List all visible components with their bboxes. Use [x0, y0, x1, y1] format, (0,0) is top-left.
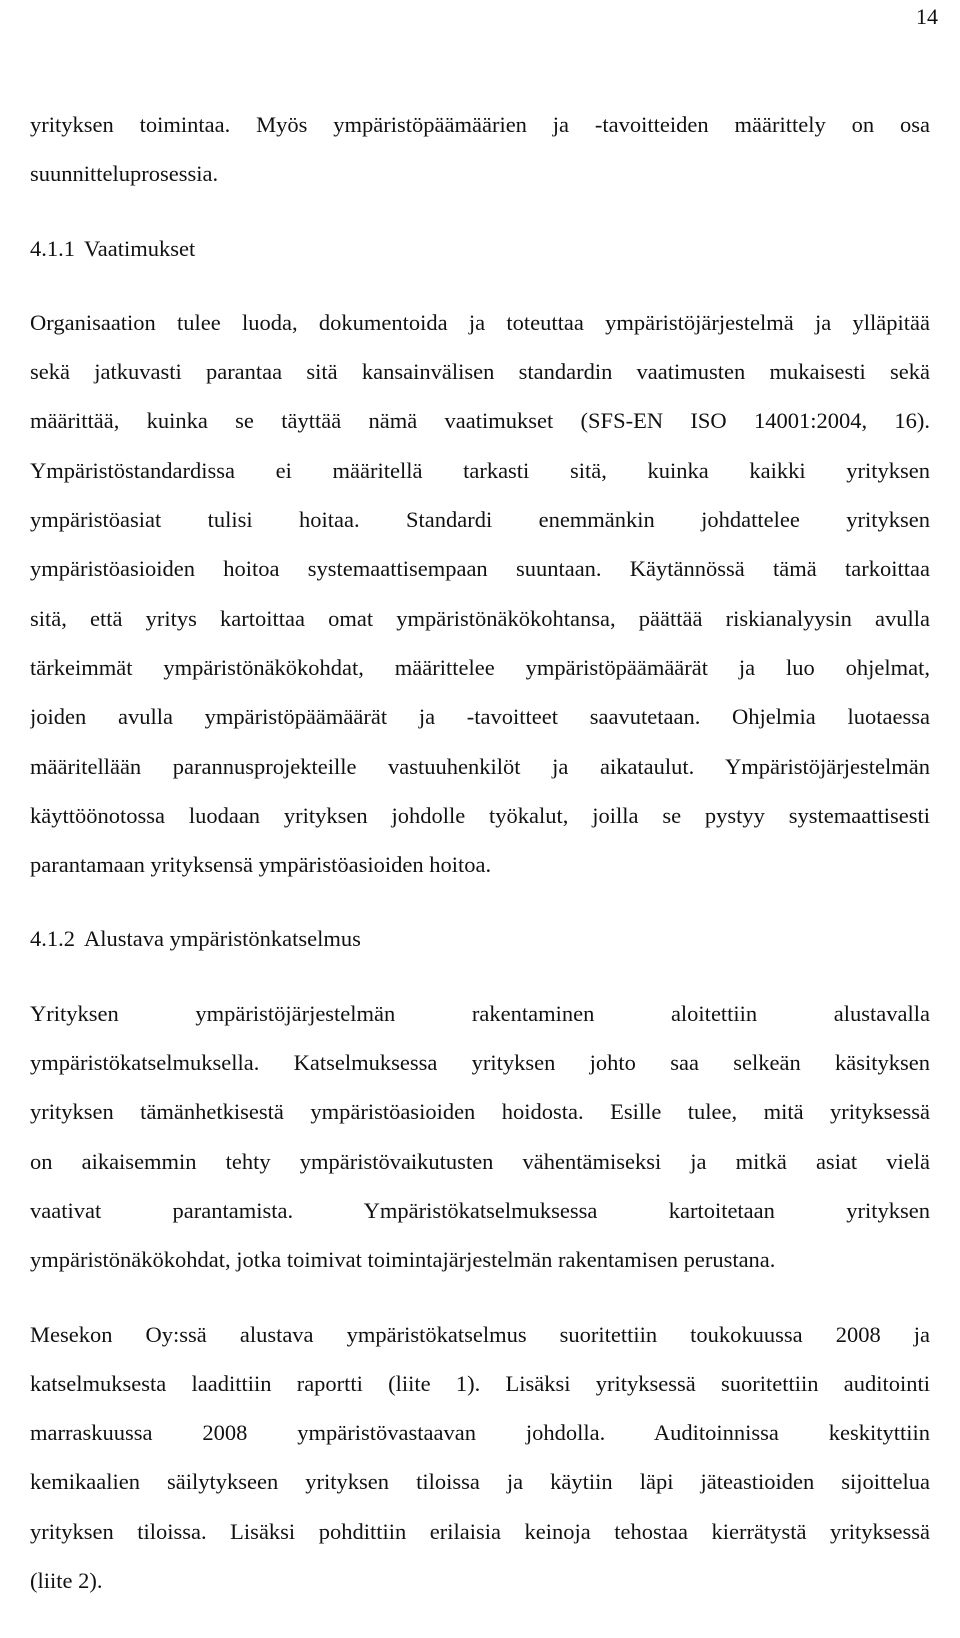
text-line: ympäristökatselmuksella. Katselmuksessa yrityksen johto saa selkeän käsityksen: [30, 1050, 930, 1076]
section-paragraph: [30, 1310, 930, 1606]
text-line: parantamaan yrityksensä ympäristöasioiden hoitoa.: [30, 852, 492, 878]
document-body: [30, 100, 930, 1605]
section-paragraph: [30, 298, 930, 890]
text-line: vaativat parantamista. Ympäristökatselmuksessa kartoitetaan yrityksen: [30, 1197, 930, 1223]
text-line: määrittää, kuinka se täyttää nämä vaatimukset (SFS-EN ISO 14001:2004, 16).: [30, 408, 930, 434]
section-paragraph: [30, 989, 930, 1285]
text-line: ympäristöasioiden hoitoa systemaattisempaan suuntaan. Käytännössä tämä tarkoittaa: [30, 556, 930, 582]
text-line: suunnitteluprosessia.: [30, 161, 219, 187]
text-line: katselmuksesta laadittiin raportti (liite 1). Lisäksi yrityksessä suoritettiin auditointi: [30, 1370, 930, 1396]
section-title: Alustava ympäristönkatselmus: [84, 926, 361, 952]
text-line: ympäristönäkökohdat, jotka toimivat toimintajärjestelmän rakentamisen perustana.: [30, 1247, 776, 1273]
text-line: Mesekon Oy:ssä alustava ympäristökatselmus suoritettiin toukokuussa 2008 ja: [30, 1321, 930, 1347]
text-line: Yrityksen ympäristöjärjestelmän rakentaminen aloitettiin alustavalla: [30, 1000, 930, 1026]
text-line: yrityksen tämänhetkisestä ympäristöasioiden hoidosta. Esille tulee, mitä yrityksessä: [30, 1099, 930, 1125]
text-line: (liite 2).: [30, 1568, 103, 1594]
text-line: Organisaation tulee luoda, dokumentoida ja toteuttaa ympäristöjärjestelmä ja ylläpitää: [30, 309, 930, 335]
text-line: marraskuussa 2008 ympäristövastaavan johdolla. Auditoinnissa keskityttiin: [30, 1420, 930, 1446]
text-line: sitä, että yritys kartoittaa omat ympäristönäkökohtansa, päättää riskianalyysin avulla: [30, 605, 930, 631]
section-title: Vaatimukset: [84, 235, 196, 261]
text-line: sekä jatkuvasti parantaa sitä kansainvälisen standardin vaatimusten mukaisesti sekä: [30, 359, 930, 385]
text-line: Ympäristöstandardissa ei määritellä tarkasti sitä, kuinka kaikki yrityksen: [30, 457, 930, 483]
section-number: 4.1.1: [30, 235, 75, 261]
intro-paragraph: [30, 100, 930, 199]
text-line: kemikaalien säilytykseen yrityksen tiloissa ja käytiin läpi jäteastioiden sijoittelua: [30, 1469, 930, 1495]
text-line: joiden avulla ympäristöpäämäärät ja -tavoitteet saavutetaan. Ohjelmia luotaessa: [30, 704, 930, 730]
text-line: yrityksen tiloissa. Lisäksi pohdittiin erilaisia keinoja tehostaa kierrätystä yrityksessä: [30, 1518, 930, 1544]
text-line: yrityksen toimintaa. Myös ympäristöpäämäärien ja -tavoitteiden määrittely on osa: [30, 112, 930, 137]
text-line: tärkeimmät ympäristönäkökohdat, määrittelee ympäristöpäämäärät ja luo ohjelmat,: [30, 654, 930, 680]
section-number: 4.1.2: [30, 926, 75, 952]
text-line: ympäristöasiat tulisi hoitaa. Standardi enemmänkin johdattelee yrityksen: [30, 507, 930, 533]
section-heading-4-1-2: [30, 914, 930, 963]
text-line: on aikaisemmin tehty ympäristövaikutusten vähentämiseksi ja mitkä asiat vielä: [30, 1148, 930, 1174]
text-line: määritellään parannusprojekteille vastuuhenkilöt ja aikataulut. Ympäristöjärjestelmän: [30, 753, 930, 779]
section-heading-4-1-1: [30, 224, 930, 273]
page-number: 14: [916, 4, 938, 29]
text-line: käyttöönotossa luodaan yrityksen johdolle työkalut, joilla se pystyy systemaattisesti: [30, 802, 930, 828]
